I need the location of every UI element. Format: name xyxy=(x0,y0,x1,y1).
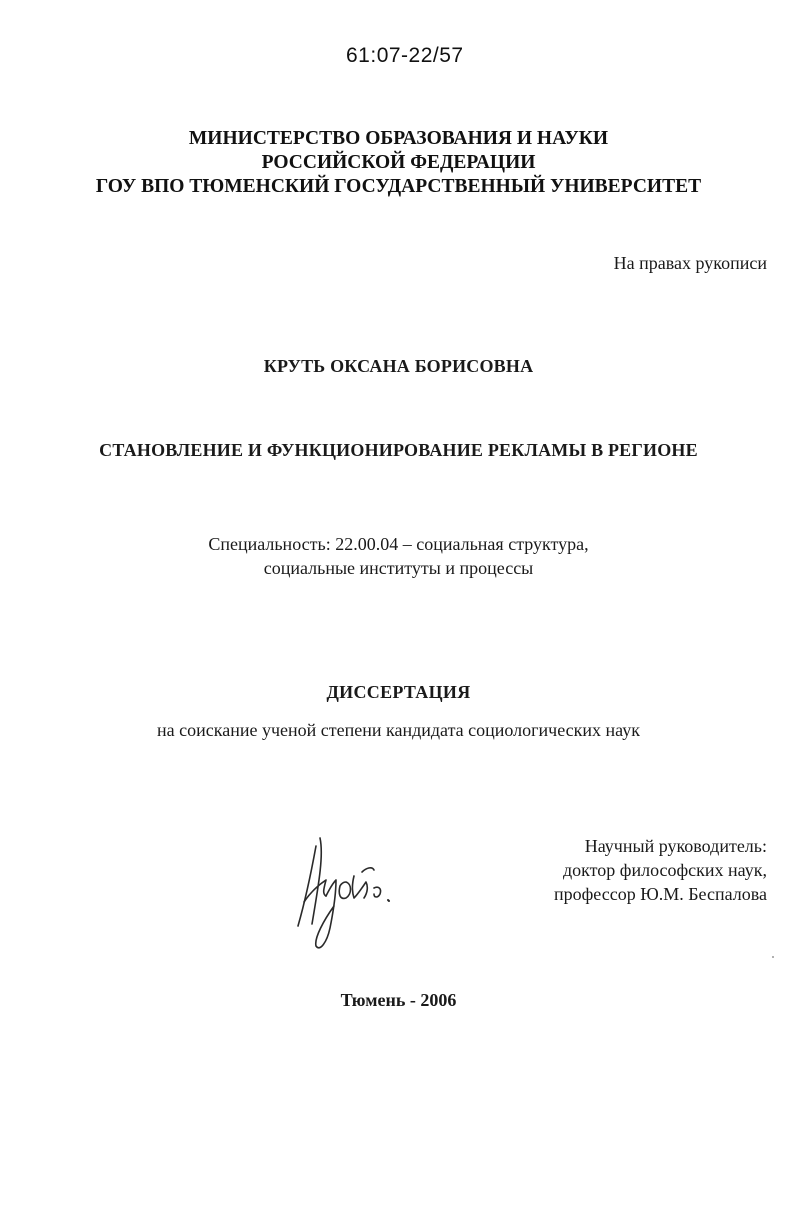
catalog-number: 61:07-22/57 xyxy=(346,44,464,67)
dissertation-subtitle: на соискание ученой степени кандидата социологических наук xyxy=(157,720,640,740)
handwritten-signature xyxy=(290,828,410,958)
author-name: КРУТЬ ОКСАНА БОРИСОВНА xyxy=(263,356,534,376)
ministry-line-2: РОССИЙСКОЙ ФЕДЕРАЦИИ xyxy=(261,152,536,173)
supervisor-block xyxy=(554,834,767,906)
specialty-block xyxy=(0,532,797,580)
ministry-line-3: ГОУ ВПО ТЮМЕНСКИЙ ГОСУДАРСТВЕННЫЙ УНИВЕРСИТЕТ xyxy=(95,176,702,197)
supervisor-line-2: доктор философских наук, xyxy=(563,860,767,880)
supervisor-line-3: профессор Ю.М. Беспалова xyxy=(554,884,767,904)
ministry-header xyxy=(0,127,797,199)
scan-speck xyxy=(772,956,774,958)
rights-note: На правах рукописи xyxy=(613,253,767,273)
supervisor-line-1: Научный руководитель: xyxy=(584,836,767,856)
specialty-line-2: социальные институты и процессы xyxy=(263,558,534,578)
dissertation-heading: ДИССЕРТАЦИЯ xyxy=(326,682,471,702)
ministry-line-1: МИНИСТЕРСТВО ОБРАЗОВАНИЯ И НАУКИ xyxy=(188,128,609,149)
dissertation-title: СТАНОВЛЕНИЕ И ФУНКЦИОНИРОВАНИЕ РЕКЛАМЫ В РЕГИОНЕ xyxy=(99,440,698,460)
specialty-line-1: Специальность: 22.00.04 – социальная структура, xyxy=(208,534,589,554)
city-year: Тюмень - 2006 xyxy=(340,990,457,1010)
